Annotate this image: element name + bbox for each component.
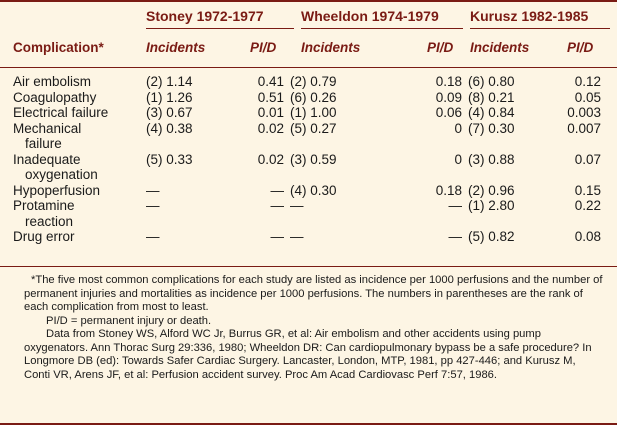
cell-w-pid: 0.06: [435, 105, 462, 120]
table-row: [13, 74, 607, 90]
cell-w-inc: (6) 0.26: [290, 89, 337, 105]
footnote-pid: PI/D = permanent injury or death.: [46, 314, 212, 327]
cell-s-inc: —: [146, 198, 160, 213]
cell-w-pid: —: [448, 198, 462, 213]
complication-label: Inadequate: [13, 151, 81, 167]
cell-k-inc: (1) 2.80: [468, 198, 515, 213]
cell-w-pid: 0.18: [435, 74, 462, 89]
table-row: [13, 152, 607, 168]
cell-s-pid: —: [270, 182, 284, 198]
cell-s-pid: 0.01: [257, 105, 284, 120]
table-row: [13, 105, 607, 121]
complication-label: failure: [25, 136, 62, 151]
wheeldon-pid-header: PI/D: [427, 40, 454, 55]
complication-label: Drug error: [13, 229, 75, 244]
cell-k-pid: 0.003: [567, 105, 601, 120]
cell-k-inc: (7) 0.30: [468, 120, 515, 136]
cell-k-pid: 0.08: [574, 229, 601, 244]
study-underline-stoney: [146, 28, 294, 29]
cell-s-inc: —: [146, 182, 160, 198]
cell-k-inc: (4) 0.84: [468, 105, 515, 120]
complication-label: reaction: [25, 213, 74, 229]
cell-s-pid: 0.51: [257, 89, 284, 105]
cell-k-inc: (2) 0.96: [468, 182, 515, 198]
footnote-definition: *The five most common complications for each study are listed as incidence per 1000 perfusions and the number of permanent injuries and mortalities as incidence per 1000 perfusions. The numbers in parentheses are the rank of each complication from most to least.: [24, 274, 603, 313]
cell-k-inc: (6) 0.80: [468, 74, 515, 89]
cell-w-inc: (5) 0.27: [290, 120, 337, 136]
cell-s-pid: —: [270, 198, 284, 213]
cell-k-inc: (3) 0.88: [468, 151, 515, 167]
cell-w-inc: (1) 1.00: [290, 105, 337, 120]
top-rule: [0, 0, 617, 2]
table-row: [13, 136, 607, 152]
cell-w-inc: —: [290, 229, 304, 244]
table-row: [13, 183, 607, 199]
table-row: [13, 167, 607, 183]
stoney-incidents-header: Incidents: [146, 40, 206, 55]
cell-k-pid: 0.05: [574, 89, 601, 105]
cell-k-pid: 0.007: [567, 120, 601, 136]
study-header-wheeldon: Wheeldon 1974-1979: [301, 8, 439, 24]
complication-label: Electrical failure: [13, 105, 109, 120]
complication-label: oxygenation: [25, 167, 98, 182]
footnotes: [24, 274, 604, 382]
cell-s-inc: (4) 0.38: [146, 120, 193, 136]
cell-s-pid: 0.02: [257, 151, 284, 167]
complication-column-header: Complication*: [13, 40, 104, 55]
stoney-pid-header: PI/D: [250, 40, 277, 55]
complication-label: Mechanical: [13, 120, 82, 136]
cell-w-pid: 0: [454, 120, 462, 136]
study-underline-wheeldon: [301, 28, 463, 29]
cell-s-inc: (5) 0.33: [146, 151, 193, 167]
cell-w-inc: —: [290, 198, 304, 213]
cell-s-inc: —: [146, 229, 160, 244]
cell-w-inc: (3) 0.59: [290, 151, 337, 167]
cell-s-inc: (2) 1.14: [146, 74, 193, 89]
cell-s-inc: (1) 1.26: [146, 89, 193, 105]
footnote-sources: Data from Stoney WS, Alford WC Jr, Burrus GR, et al: Air embolism and other accidents using pump oxygenators. Ann Thorac Surg 29:336, 1980; Wheeldon DR: Can cardiopulmonary bypass be a safe procedure? In Longmore DB (ed): Towards Safer Cardiac Surgery. Lancaster, London, MTP, 1981, pp 427-446; and Kurusz M, Conti VR, Arens JF, et al: Perfusion accident survey. Proc Am Acad Cardiovasc Perf 7:57, 1986.: [24, 328, 592, 381]
table-row: [13, 229, 607, 245]
cell-w-inc: (4) 0.30: [290, 182, 337, 198]
table-row: [13, 90, 607, 106]
cell-s-pid: 0.02: [257, 120, 284, 136]
cell-k-pid: 0.12: [574, 74, 601, 89]
cell-k-inc: (8) 0.21: [468, 89, 515, 105]
complication-label: Hypoperfusion: [13, 182, 101, 198]
kurusz-incidents-header: Incidents: [470, 40, 530, 55]
study-header-stoney: Stoney 1972-1977: [146, 8, 264, 24]
cell-w-pid: 0.09: [435, 89, 462, 105]
complication-label: Air embolism: [13, 74, 92, 89]
complication-label: Coagulopathy: [13, 89, 97, 105]
table-bottom-rule: [0, 266, 617, 267]
cell-s-pid: 0.41: [257, 74, 284, 89]
header-rule: [0, 67, 617, 68]
table-row: [13, 214, 607, 230]
complications-table: [13, 74, 607, 245]
cell-w-inc: (2) 0.79: [290, 74, 337, 89]
table-row: [13, 121, 607, 137]
cell-w-pid: —: [448, 229, 462, 244]
cell-k-inc: (5) 0.82: [468, 229, 515, 244]
cell-w-pid: 0.18: [435, 182, 462, 198]
wheeldon-incidents-header: Incidents: [301, 40, 361, 55]
table-row: [13, 198, 607, 214]
cell-k-pid: 0.15: [574, 182, 601, 198]
cell-k-pid: 0.22: [574, 198, 601, 213]
study-header-kurusz: Kurusz 1982-1985: [470, 8, 589, 24]
cell-w-pid: 0: [454, 151, 462, 167]
kurusz-pid-header: PI/D: [567, 40, 594, 55]
cell-s-inc: (3) 0.67: [146, 105, 193, 120]
cell-s-pid: —: [270, 229, 284, 244]
cell-k-pid: 0.07: [574, 151, 601, 167]
study-underline-kurusz: [470, 28, 610, 29]
complication-label: Protamine: [13, 198, 75, 213]
